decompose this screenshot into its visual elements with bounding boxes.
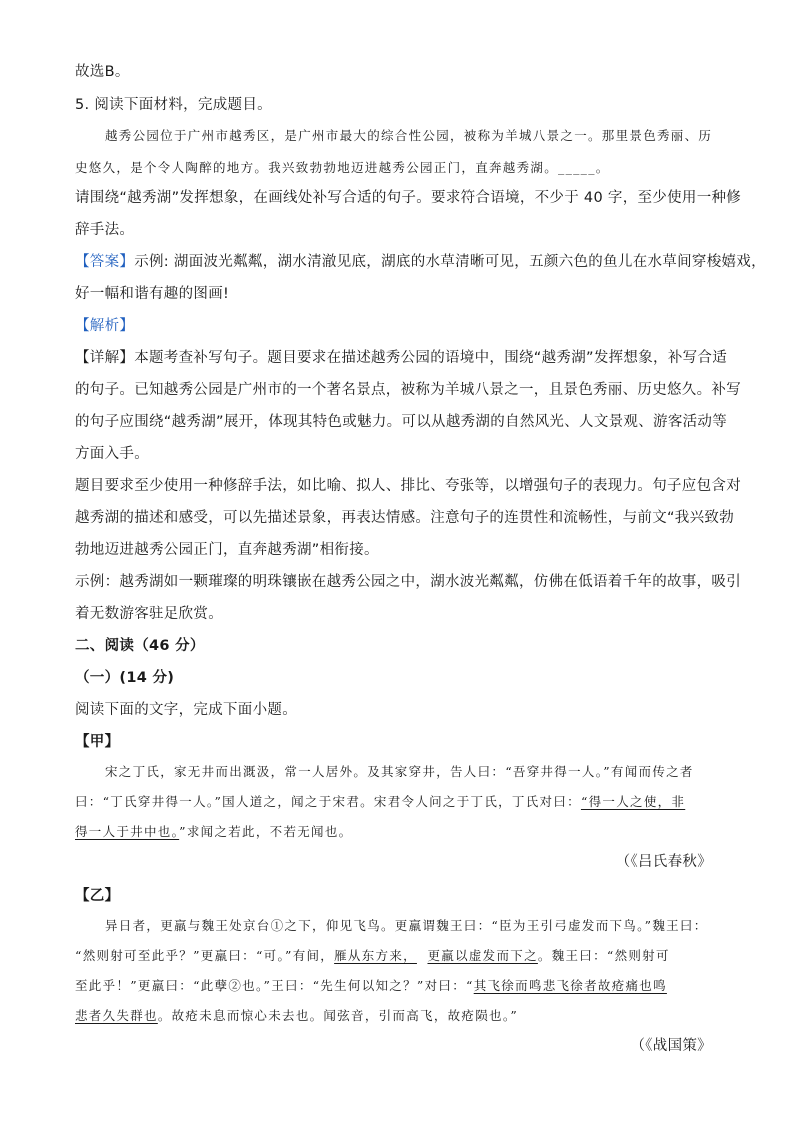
jia-text-end: ”求闻之若此，不若无闻也。 — [179, 824, 353, 839]
yi-underlined-sentence-cont: 悲者久失群也 — [75, 1008, 158, 1023]
q5-task-line1: 请围绕“越秀湖”发挥想象，在画线处补写合适的句子。要求符合语境，不少于 40 字，至少使用一种修 — [75, 190, 742, 206]
yi-underlined-phrase1: 雁从东方来， — [334, 948, 417, 963]
answer-text: 示例: 湖面波光粼粼，湖水清澈见底，湖底的水草清晰可见，五颜六色的鱼儿在水草间穿梭嬉戏， — [134, 254, 766, 270]
jia-text: 曰：“丁氏穿井得一人。”国人道之，闻之于宋君。宋君令人问之于丁氏，丁氏对曰： — [75, 794, 581, 809]
yi-text-c: 至此乎！”更羸曰：“此孽②也。”王曰：“先生何以知之？”对曰：“ — [75, 978, 474, 993]
jia-line1: 宋之丁氏，家无井而出溉汲，常一人居外。及其家穿井，告人曰：“吾穿井得一人。”有闻而传之者 — [105, 764, 694, 779]
q5-material-line2 — [75, 158, 610, 178]
yi-line4 — [75, 1006, 518, 1026]
detail-line1 — [75, 348, 727, 368]
yi-underlined-phrase2: 更羸以虚发而下之 — [427, 948, 538, 963]
section2-title: 二、阅读（46 分） — [75, 638, 205, 654]
answer-line1 — [75, 252, 766, 272]
jia-underlined-sentence-cont: 得一人于井中也。 — [75, 824, 180, 839]
jia-line3 — [75, 822, 352, 842]
yi-tag: 【乙】 — [75, 888, 120, 904]
detail-line8: 示例：越秀湖如一颗璀璨的明珠镶嵌在越秀公园之中，湖水波光粼粼，仿佛在低语着千年的故事，吸引 — [75, 574, 741, 590]
yi-underlined-sentence: 其飞徐而鸣悲飞徐者故疮痛也鸣 — [473, 978, 667, 993]
detail-line3: 的句子应围绕“越秀湖”展开，体现其特色或魅力。可以从越秀湖的自然风光、人文景观、游客活动等 — [75, 414, 728, 430]
detail-text: 本题考查补写句子。题目要求在描述越秀公园的语境中，围绕“越秀湖”发挥想象，补写合适 — [134, 350, 728, 366]
yi-space — [417, 948, 428, 963]
yi-text: “然则射可至此乎？”更羸曰：“可。”有间， — [75, 948, 335, 963]
yi-line3 — [75, 976, 667, 996]
material-text: 史悠久，是个令人陶醉的地方。我兴致勃勃地迈进越秀公园正门，直奔越秀湖。 — [75, 160, 559, 175]
yi-text-b: 。魏王曰：“然则射可 — [537, 948, 670, 963]
answer-blank: _____ — [558, 160, 596, 175]
detail-line5: 题目要求至少使用一种修辞手法，如比喻、拟人、排比、夸张等，以增强句子的表现力。句子应包含对 — [75, 478, 741, 494]
detail-tag: 【详解】 — [75, 350, 135, 366]
analysis-tag: 【解析】 — [75, 318, 135, 334]
q4-conclusion: 故选B。 — [75, 64, 130, 80]
section2-instruction: 阅读下面的文字，完成下面小题。 — [75, 702, 297, 718]
q5-prompt: 5. 阅读下面材料，完成题目。 — [75, 97, 272, 113]
jia-source: （《吕氏春秋》 — [615, 854, 712, 870]
jia-tag: 【甲】 — [75, 734, 120, 750]
yi-line2 — [75, 946, 670, 966]
yi-source: （《战国策》 — [630, 1038, 712, 1054]
jia-line2 — [75, 792, 685, 812]
q5-task-line2: 辞手法。 — [75, 222, 135, 238]
detail-line6: 越秀湖的描述和感受，可以先描述景象，再表达情感。注意句子的连贯性和流畅性，与前文“我兴致勃 — [75, 510, 735, 526]
yi-text-end: 。故疮未息而惊心未去也。闻弦音，引而高飞，故疮陨也。” — [157, 1008, 519, 1023]
material-end: 。 — [595, 160, 610, 175]
jia-underlined-sentence: “得一人之使，非 — [580, 794, 686, 809]
q5-material-line1: 越秀公园位于广州市越秀区，是广州市最大的综合性公园，被称为羊城八景之一。那里景色秀丽、历 — [105, 128, 713, 143]
detail-line2: 的句子。已知越秀公园是广州市的一个著名景点，被称为羊城八景之一，且景色秀丽、历史悠久。补写 — [75, 382, 741, 398]
detail-line9: 着无数游客驻足欣赏。 — [75, 606, 223, 622]
detail-line4: 方面入手。 — [75, 446, 149, 462]
answer-line2: 好一幅和谐有趣的图画! — [75, 286, 230, 302]
answer-tag: 【答案】 — [75, 254, 135, 270]
detail-line7: 勃地迈进越秀公园正门，直奔越秀湖”相衔接。 — [75, 542, 379, 558]
section2-sub1: （一）(14 分) — [75, 670, 175, 686]
yi-line1: 异日者，更羸与魏王处京台①之下，仰见飞鸟。更羸谓魏王曰：“臣为王引弓虚发而下鸟。”魏王曰： — [105, 918, 708, 933]
